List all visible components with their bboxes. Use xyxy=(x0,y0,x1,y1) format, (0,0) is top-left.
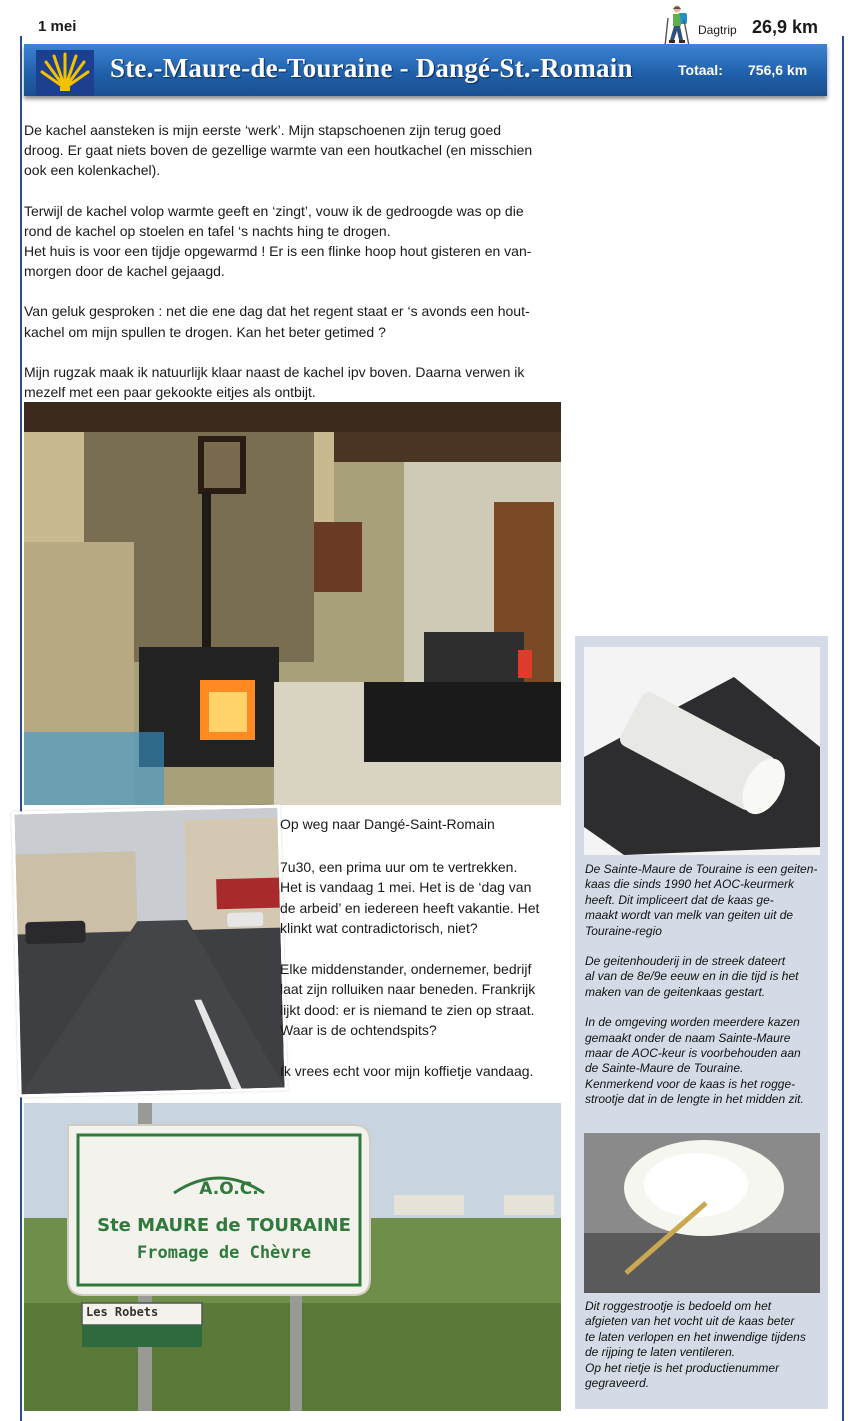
total-label: Totaal: xyxy=(678,62,723,78)
aoc-sign-photo xyxy=(24,1103,561,1411)
scallop-shell-logo xyxy=(36,50,94,96)
stove-photo xyxy=(24,402,561,805)
page-date: 1 mei xyxy=(38,18,77,35)
page-frame-left xyxy=(20,36,22,1421)
street-caption: Op weg naar Dangé-Saint-Romain xyxy=(280,816,495,832)
intro-text xyxy=(24,120,560,422)
cheese-log-photo xyxy=(584,647,820,855)
sidebar-text-bottom xyxy=(585,1299,825,1391)
hiker-icon xyxy=(660,4,694,48)
sidebar-text-top xyxy=(585,862,825,1108)
street-paragraph: Elke middenstander, ondernemer, bedrijf laat zijn rolluiken naar beneden. Frankrijk lijkt dood: er is niemand te zien op straat. Waar is de ochtendspits? xyxy=(280,960,536,1038)
sign-aoc-text: A.O.C. xyxy=(199,1179,259,1199)
intro-paragraph: Terwijl de kachel volop warmte geeft en ‘zingt’, vouw ik de gedroogde was op die rond de kachel op stoelen en tafel ‘s nachts hing te drogen. Het huis is voor een tijdje opgewarmd ! Er is een flinke hoop hout gisteren en van- morgen door de kachel gejaagd. xyxy=(24,202,532,280)
sidebar-paragraph: De Sainte-Maure de Touraine is een geiten- kaas die sinds 1990 het AOC-keurmerk heeft. Dit impliceert dat de kaas ge- maakt wordt van melk van geiten uit de Touraine-regio xyxy=(585,862,818,938)
sidebar-paragraph: De geitenhouderij in de streek dateert al van de 8e/9e eeuw en in die tijd is het maken van de geitenkaas gestart. xyxy=(585,954,799,999)
street-paragraph: 7u30, een prima uur om te vertrekken. Het is vandaag 1 mei. Het is de ‘dag van de arbeid’ en iedereen heeft vakantie. Het klinkt wat contradictorisch, niet? xyxy=(280,858,540,936)
cheese-straw-photo xyxy=(584,1133,820,1293)
sign-line2-text: Fromage de Chèvre xyxy=(137,1243,311,1263)
street-photo xyxy=(11,805,287,1098)
intro-paragraph: Van geluk gesproken : net die ene dag dat het regent staat er ‘s avonds een hout- kachel om mijn spullen te drogen. Kan het beter getimed ? xyxy=(24,303,530,340)
route-title: Ste.-Maure-de-Touraine - Dangé-St.-Romain xyxy=(110,53,633,83)
sidebar-paragraph: Dit roggestrootje is bedoeld om het afgieten van het vocht uit de kaas beter te laten verlopen en het inwendige tijdens de rijping te laten ventileren. Op het rietje is het productienummer gegraveerd. xyxy=(585,1299,806,1391)
sign-line1-text: Ste MAURE de TOURAINE xyxy=(97,1215,351,1236)
route-banner xyxy=(24,44,827,96)
intro-paragraph: De kachel aansteken is mijn eerste ‘werk’. Mijn stapschoenen zijn terug goed droog. Er gaat niets boven de gezellige warmte van een houtkachel (en misschien ook een kolenkachel). xyxy=(24,122,533,179)
intro-paragraph: Mijn rugzak maak ik natuurlijk klaar naast de kachel ipv boven. Daarna verwen ik mezelf met een paar gekookte eitjes als ontbijt. xyxy=(24,363,525,401)
daytrip-distance: 26,9 km xyxy=(752,17,819,37)
sidebar-paragraph: In de omgeving worden meerdere kazen gemaakt onder de naam Sainte-Maure maar de AOC-keur is voorbehouden aan de Sainte-Maure de Touraine. Kenmerkend voor de kaas is het rogge- strootje dat in de lengte in het midden zit. xyxy=(585,1015,804,1107)
page-frame-right xyxy=(842,36,844,1421)
street-text xyxy=(280,814,562,1101)
sign-direction-text: Les Robets xyxy=(86,1305,159,1319)
street-paragraph: Ik vrees echt voor mijn koffietje vandaag. xyxy=(280,1062,534,1079)
total-distance: 756,6 km xyxy=(748,62,808,78)
daytrip-label: Dagtrip xyxy=(698,23,737,37)
